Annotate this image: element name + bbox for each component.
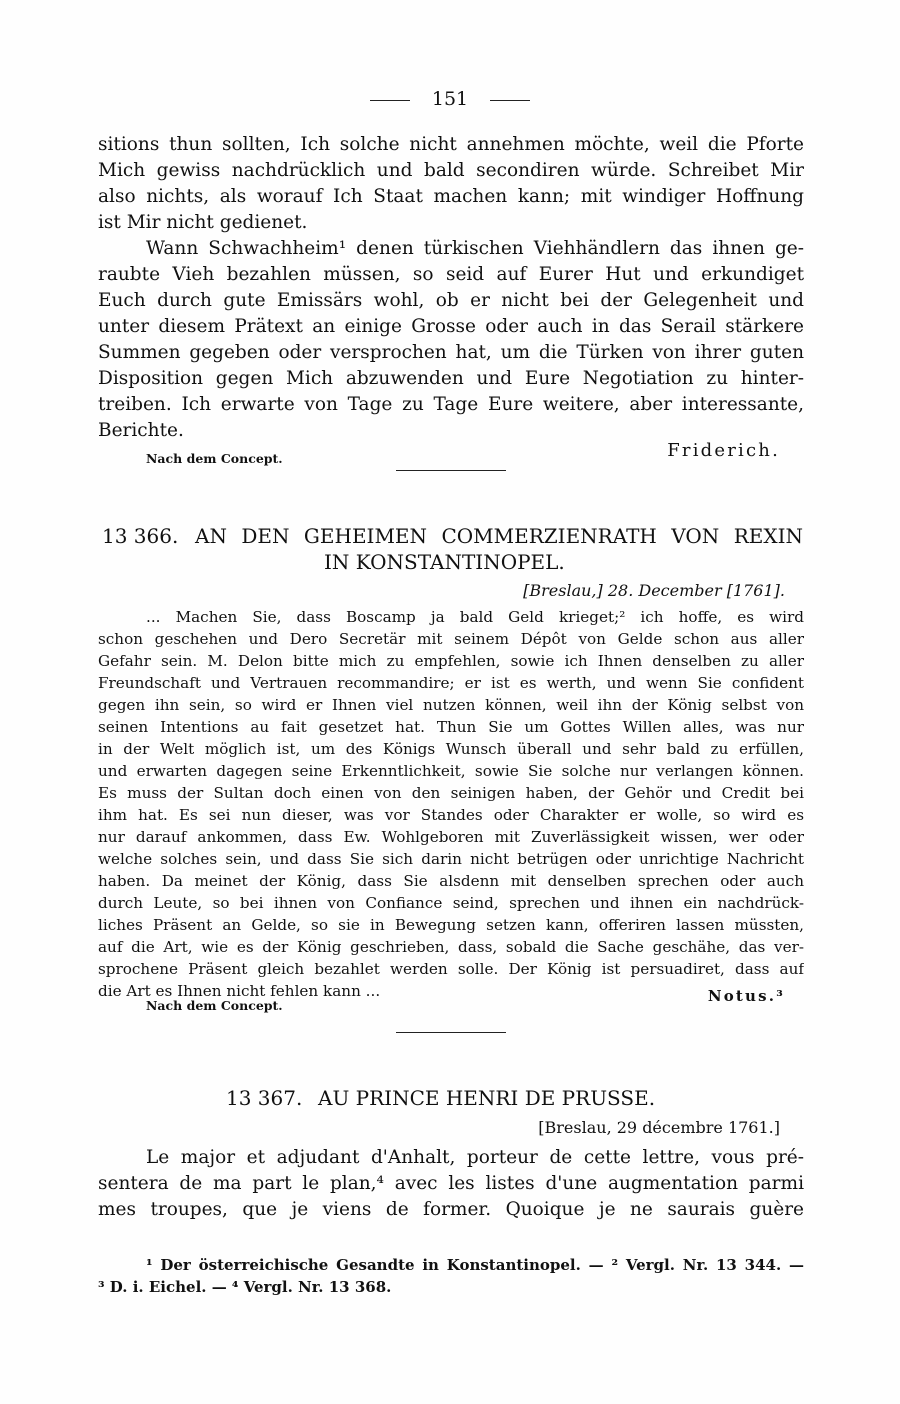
text-line: auf die Art, wie es der König geschrieben, dass, sobald die Sache geschähe, das ver- [98, 938, 804, 956]
letter-heading-line2: IN KONSTANTINOPEL. [324, 550, 565, 574]
text-line: und erwarten dagegen seine Erkenntlichkeit, sowie Sie solche nur verlangen können. [98, 762, 804, 780]
text-line: ihm hat. Es sei nun dieser, was vor Standes oder Charakter er wolle, so wird es [98, 806, 804, 824]
text-line: mes troupes, que je viens de former. Quoique je ne saurais guère [98, 1199, 804, 1220]
text-line: Wann Schwachheim¹ denen türkischen Viehhändlern das ihnen ge- [146, 238, 804, 259]
section-divider [396, 470, 506, 471]
page-number: 151 [431, 88, 469, 110]
footnote-line: ¹ Der österreichische Gesandte in Konstantinopel. — ² Vergl. Nr. 13 344. — [146, 1256, 804, 1274]
text-line: Euch durch gute Emissärs wohl, ob er nicht bei der Gelegenheit und [98, 290, 804, 311]
dateline: [Breslau,] 28. December [1761]. [523, 581, 785, 600]
text-line: unter diesem Prätext an einige Grosse oder auch in das Serail stärkere [98, 316, 804, 337]
signature: Notus.³ [707, 987, 785, 1005]
letter-heading: AU PRINCE HENRI DE PRUSSE. [318, 1086, 656, 1110]
text-line: Disposition gegen Mich abzuwenden und Eure Negotiation zu hinter- [98, 368, 804, 389]
text-line: sitions thun sollten, Ich solche nicht annehmen möchte, weil die Pforte [98, 134, 804, 155]
letter-heading-line1: AN DEN GEHEIMEN COMMERZIENRATH VON REXIN [195, 524, 803, 548]
text-line: Mich gewiss nachdrücklich und bald secondiren würde. Schreibet Mir [98, 160, 804, 181]
text-line: Gefahr sein. M. Delon bitte mich zu empfehlen, sowie ich Ihnen denselben zu aller [98, 652, 804, 670]
text-line: sprochene Präsent gleich bezahlet werden solle. Der König ist persuadiret, dass auf [98, 960, 804, 978]
text-line: Le major et adjudant d'Anhalt, porteur de cette lettre, vous pré- [146, 1147, 804, 1168]
text-line: also nichts, als worauf Ich Staat machen kann; mit windiger Hoffnung [98, 186, 804, 207]
text-line: ist Mir nicht gedienet. [98, 212, 308, 233]
page-number-rule-left [370, 100, 410, 101]
text-line: raubte Vieh bezahlen müssen, so seid auf Eurer Hut und erkundiget [98, 264, 804, 285]
signature: Friderich. [667, 440, 780, 461]
letter-number: 13 366. [102, 524, 179, 548]
section-divider [396, 1032, 506, 1033]
text-line: Freundschaft und Vertrauen recommandire; er ist es werth, und wenn Sie confident [98, 674, 804, 692]
text-line: die Art es Ihnen nicht fehlen kann ... [98, 982, 381, 1000]
text-line: schon geschehen und Dero Secretär mit seinem Dépôt von Gelde schon aus aller [98, 630, 804, 648]
text-line: durch Leute, so bei ihnen von Confiance seind, sprechen und ihnen ein nachdrück- [98, 894, 804, 912]
text-line: nur darauf ankommen, dass Ew. Wohlgeboren mit Zuverlässigkeit wissen, wer oder [98, 828, 804, 846]
text-line: Summen gegeben oder versprochen hat, um die Türken von ihrer guten [98, 342, 804, 363]
text-line: in der Welt möglich ist, um des Königs Wunsch überall und sehr bald zu erfüllen, [98, 740, 804, 758]
dateline: [Breslau, 29 décembre 1761.] [538, 1118, 780, 1137]
text-line: sentera de ma part le plan,⁴ avec les listes d'une augmentation parmi [98, 1173, 804, 1194]
text-line: liches Präsent an Gelde, so sie in Bewegung setzen kann, offeriren lassen müssten, [98, 916, 804, 934]
text-line: ... Machen Sie, dass Boscamp ja bald Geld krieget;² ich hoffe, es wird [146, 608, 804, 626]
text-line: Berichte. [98, 420, 184, 441]
text-line: haben. Da meinet der König, dass Sie alsdenn mit denselben sprechen oder auch [98, 872, 804, 890]
text-line: seinen Intentions au fait gesetzet hat. Thun Sie um Gottes Willen alles, was nur [98, 718, 804, 736]
footnote-line: ³ D. i. Eichel. — ⁴ Vergl. Nr. 13 368. [98, 1278, 392, 1296]
text-line: gegen ihn sein, so wird er Ihnen viel nutzen können, weil ihn der König selbst von [98, 696, 804, 714]
source-note: Nach dem Concept. [146, 451, 283, 466]
letter-number: 13 367. [226, 1086, 303, 1110]
text-line: Es muss der Sultan doch einen von den seinigen haben, der Gehör und Credit bei [98, 784, 804, 802]
source-note: Nach dem Concept. [146, 998, 283, 1013]
text-line: treiben. Ich erwarte von Tage zu Tage Eure weitere, aber interessante, [98, 394, 804, 415]
page-number-rule-right [490, 100, 530, 101]
text-line: welche solches sein, und dass Sie sich darin nicht betrügen oder unrichtige Nachricht [98, 850, 804, 868]
